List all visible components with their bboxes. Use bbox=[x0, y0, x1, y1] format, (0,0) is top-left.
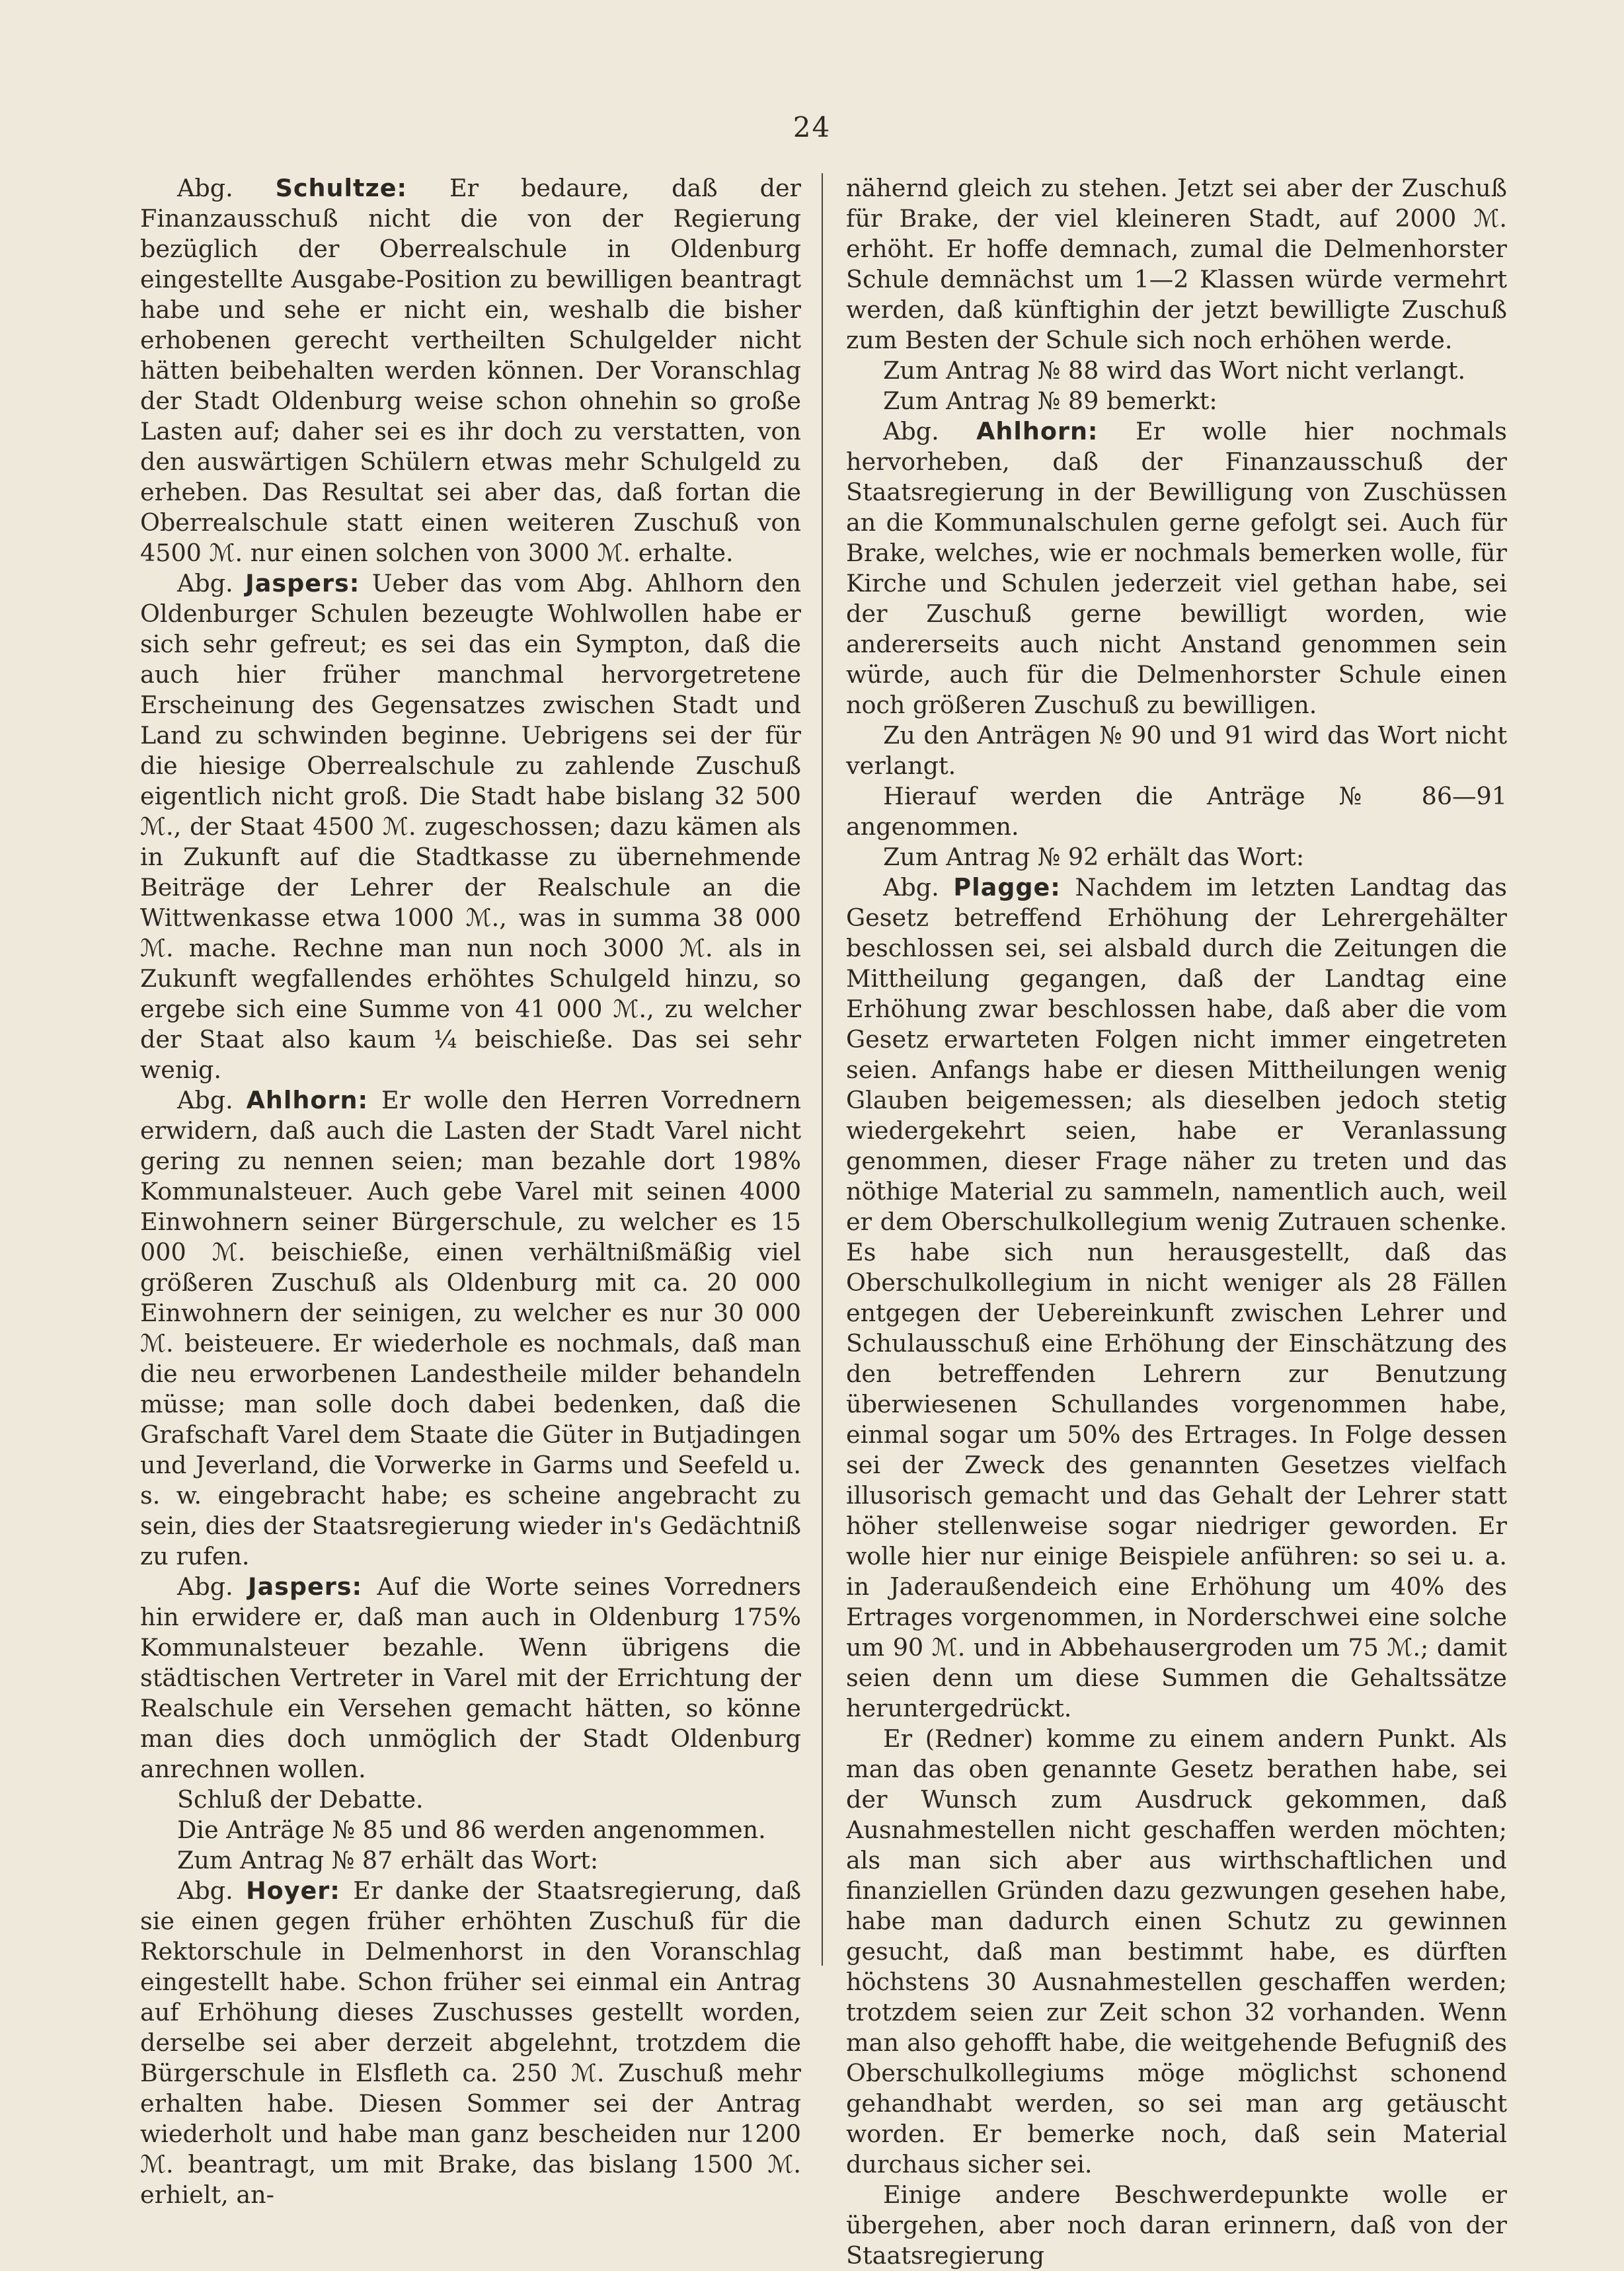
paragraph bbox=[846, 173, 1507, 356]
speaker-prefix: Abg. bbox=[177, 174, 276, 202]
paragraph-text: Hierauf werden die Anträge № 86—91 angenommen. bbox=[846, 782, 1507, 841]
paragraph-text: Nachdem im letzten Landtag das Gesetz betreffend Erhöhung der Lehrergehälter beschlossen sei, sei alsbald durch die Zeitungen die Mittheilung gegangen, daß der Landtag eine Erhöhung zwar beschlossen habe, daß aber die vom Gesetz erwarteten Folgen nicht immer eingetreten seien. Anfangs habe er diesen Mittheilungen wenig Glauben beigemessen; als dieselben jedoch stetig wiedergekehrt seien, habe er Veranlassung genommen, dieser Frage näher zu treten und das nöthige Material zu sammeln, namentlich auch, weil er dem Oberschulkollegium wenig Zutrauen schenke. Es habe sich nun herausgestellt, daß das Oberschulkollegium in nicht weniger als 28 Fällen entgegen der Uebereinkunft zwischen Lehrer und Schulausschuß eine Erhöhung der Einschätzung des den betreffenden Lehrern zur Benutzung überwiesenen Schullandes vorgenommen habe, einmal sogar um 50% des Ertrages. In Folge dessen sei der Zweck des genannten Gesetzes vielfach illusorisch gemacht und das Gehalt der Lehrer statt höher stellenweise sogar niedriger geworden. Er wolle hier nur einige Beispiele anführen: so sei u. a. in Jaderaußendeich eine Erhöhung um 40% des Ertrages vorgenommen, in Norderschwei eine solche um 90 ℳ. und in Abbehausergroden um 75 ℳ.; damit seien denn um diese Summen die Gehaltssätze heruntergedrückt. bbox=[846, 873, 1507, 1722]
paragraph bbox=[140, 1815, 801, 1845]
paragraph-text: Schluß der Debatte. bbox=[177, 1785, 424, 1814]
paragraph bbox=[846, 720, 1507, 781]
speaker-prefix: Abg. bbox=[177, 1572, 248, 1601]
paragraph-text: Zum Antrag № 89 bemerkt: bbox=[883, 387, 1218, 415]
paragraph bbox=[846, 1724, 1507, 2180]
paragraph-text: Er danke der Staatsregierung, daß sie einen gegen früher erhöhten Zuschuß für die Rektorschule in Delmenhorst in den Voranschlag eingestellt habe. Schon früher sei einmal ein Antrag auf Erhöhung dieses Zuschusses gestellt worden, derselbe sei aber derzeit abgelehnt, trotzdem die Bürgerschule in Elsfleth ca. 250 ℳ. Zuschuß mehr erhalten habe. Diesen Sommer sei der Antrag wiederholt und habe man ganz bescheiden nur 1200 ℳ. beantragt, um mit Brake, das bislang 1500 ℳ. erhielt, an- bbox=[140, 1876, 802, 2209]
paragraph bbox=[846, 2180, 1507, 2271]
paragraph-text: Er (Redner) komme zu einem andern Punkt. Als man das oben genannte Gesetz berathen habe, sei der Wunsch zum Ausdruck gekommen, daß Ausnahmestellen nicht geschaffen werden möchten; als man sich aber aus wirthschaftlichen und finanziellen Gründen dazu gezwungen gesehen habe, habe man dadurch einen Schutz zu gewinnen gesucht, daß man bestimmt habe, es dürften höchstens 30 Ausnahmestellen geschaffen werden; trotzdem seien zur Zeit schon 32 vorhanden. Wenn man also gehofft habe, die weitgehende Befugniß des Oberschulkollegiums möge möglichst schonend gehandhabt werden, so sei man arg getäuscht worden. Er bemerke noch, daß sein Material durchaus sicher sei. bbox=[846, 1724, 1507, 2178]
page-number: 24 bbox=[793, 111, 831, 143]
paragraph-text: Ueber das vom Abg. Ahlhorn den Oldenburger Schulen bezeugte Wohlwollen habe er sich sehr gefreut; es sei das ein Sympton, daß die auch hier früher manchmal hervorgetretene Erscheinung des Gegensatzes zwischen Stadt und Land zu schwinden beginne. Uebrigens sei der für die hiesige Oberrealschule zu zahlende Zuschuß eigentlich nicht groß. Die Stadt habe bislang 32 500 ℳ., der Staat 4500 ℳ. zugeschossen; dazu kämen als in Zukunft auf die Stadtkasse zu übernehmende Beiträge der Lehrer der Realschule an die Wittwenkasse etwa 1000 ℳ., was in summa 38 000 ℳ. mache. Rechne man nun noch 3000 ℳ. als in Zukunft wegfallendes erhöhtes Schulgeld hinzu, so ergebe sich eine Summe von 41 000 ℳ., zu welcher der Staat also kaum ¼ beischieße. Das sei sehr wenig. bbox=[140, 569, 801, 1084]
speaker-name: Jaspers: bbox=[245, 569, 360, 597]
speaker-name: Schultze: bbox=[275, 174, 408, 202]
paragraph bbox=[140, 568, 801, 1085]
paragraph bbox=[140, 1085, 801, 1572]
left-column bbox=[140, 173, 801, 2210]
paragraph-text: Die Anträge № 85 und 86 werden angenommen. bbox=[177, 1816, 766, 1844]
paragraph-text: Zum Antrag № 87 erhält das Wort: bbox=[177, 1846, 599, 1874]
paragraph bbox=[140, 1845, 801, 1876]
speaker-prefix: Abg. bbox=[177, 1876, 247, 1905]
speaker-prefix: Abg. bbox=[177, 569, 246, 597]
paragraph bbox=[846, 842, 1507, 872]
speaker-name: Ahlhorn: bbox=[246, 1086, 369, 1114]
column-divider bbox=[822, 173, 823, 1966]
paragraph-text: Auf die Worte seines Vorredners hin erwidere er, daß man auch in Oldenburg 175% Kommunalsteuer bezahle. Wenn übrigens die städtischen Vertreter in Varel mit der Errichtung der Realschule ein Versehen gemacht hätten, so könne man dies doch unmöglich der Stadt Oldenburg anrechnen wollen. bbox=[140, 1572, 802, 1783]
paragraph-text: Er wolle hier nochmals hervorheben, daß der Finanzausschuß der Staatsregierung in der Bewilligung von Zuschüssen an die Kommunalschulen gerne gefolgt sei. Auch für Brake, welches, wie er nochmals bemerken wolle, für Kirche und Schulen jederzeit viel gethan habe, sei der Zuschuß gerne bewilligt worden, wie andererseits auch nicht Anstand genommen sein würde, auch für die Delmenhorster Schule einen noch größeren Zuschuß zu bewilligen. bbox=[846, 417, 1507, 719]
paragraph-text: Er bedaure, daß der Finanzausschuß nicht die von der Regierung bezüglich der Oberrealschule in Oldenburg eingestellte Ausgabe-Position zu bewilligen beantragt habe und sehe er nicht ein, weshalb die bisher erhobenen gerecht vertheilten Schulgelder nicht hätten beibehalten werden können. Der Voranschlag der Stadt Oldenburg weise schon ohnehin so große Lasten auf; daher sei es ihr doch zu verstatten, von den auswärtigen Schülern etwas mehr Schulgeld zu erheben. Das Resultat sei aber das, daß fortan die Oberrealschule statt einen weiteren Zuschuß von 4500 ℳ. nur einen solchen von 3000 ℳ. erhalte. bbox=[140, 174, 801, 567]
paragraph bbox=[846, 386, 1507, 416]
paragraph bbox=[140, 173, 801, 568]
speaker-name: Plagge: bbox=[953, 873, 1061, 902]
paragraph bbox=[846, 781, 1507, 842]
speaker-prefix: Abg. bbox=[177, 1086, 247, 1114]
speaker-prefix: Abg. bbox=[883, 417, 977, 445]
speaker-name: Ahlhorn: bbox=[976, 417, 1099, 445]
paragraph bbox=[140, 1785, 801, 1815]
paragraph-text: Er wolle den Herren Vorrednern erwidern, daß auch die Lasten der Stadt Varel nicht gering zu nennen seien; man bezahle dort 198% Kommunalsteuer. Auch gebe Varel mit seinen 4000 Einwohnern seiner Bürgerschule, zu welcher es 15 000 ℳ. beischieße, einen verhältnißmäßig viel größeren Zuschuß als Oldenburg mit ca. 20 000 Einwohnern der seinigen, zu welcher es nur 30 000 ℳ. beisteuere. Er wiederhole es nochmals, daß man die neu erworbenen Landestheile milder behandeln müsse; man solle doch dabei bedenken, daß die Grafschaft Varel dem Staate die Güter in Butjadingen und Jeverland, die Vorwerke in Garms und Seefeld u. s. w. eingebracht habe; es scheine angebracht zu sein, dies der Staatsregierung wieder in's Gedächtniß zu rufen. bbox=[140, 1086, 801, 1570]
paragraph bbox=[846, 416, 1507, 720]
paragraph bbox=[846, 872, 1507, 1724]
speaker-name: Hoyer: bbox=[246, 1876, 340, 1905]
paragraph-text: Einige andere Beschwerdepunkte wolle er übergehen, aber noch daran erinnern, daß von der Staatsregierung bbox=[846, 2180, 1507, 2270]
paragraph-text: Zu den Anträgen № 90 und 91 wird das Wort nicht verlangt. bbox=[846, 721, 1507, 780]
speaker-name: Jaspers: bbox=[247, 1572, 363, 1601]
right-column bbox=[846, 173, 1507, 2271]
paragraph-text: Zum Antrag № 88 wird das Wort nicht verlangt. bbox=[883, 356, 1466, 385]
paragraph-text: Zum Antrag № 92 erhält das Wort: bbox=[883, 843, 1305, 871]
paragraph bbox=[140, 1572, 801, 1785]
paragraph bbox=[846, 356, 1507, 386]
speaker-prefix: Abg. bbox=[883, 873, 954, 902]
paragraph-text: nähernd gleich zu stehen. Jetzt sei aber der Zuschuß für Brake, der viel kleineren Stadt, auf 2000 ℳ. erhöht. Er hoffe demnach, zumal die Delmenhorster Schule demnächst um 1—2 Klassen würde vermehrt werden, daß künftighin der jetzt bewilligte Zuschuß zum Besten der Schule sich noch erhöhen werde. bbox=[846, 174, 1507, 354]
paragraph bbox=[140, 1876, 801, 2210]
